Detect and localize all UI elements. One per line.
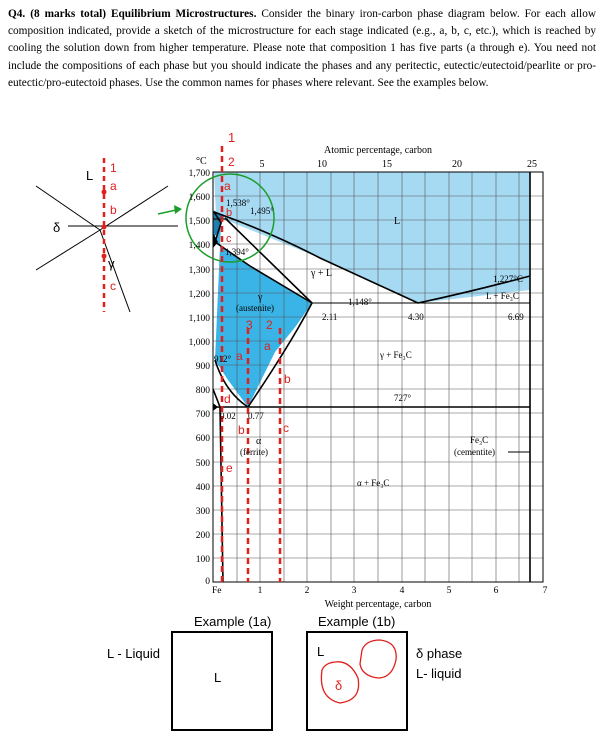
stage-1c: c [226,233,232,245]
label-gamma: γ [258,292,263,303]
green-arrow [158,210,176,214]
inset-L-label: L [86,168,94,183]
x-tick: 7 [542,586,548,596]
example-1b-delta: δ [335,678,343,693]
inset-delta-label: δ [53,220,61,235]
label-2-11: 2.11 [322,312,338,322]
inset-mark-c: c [110,279,116,293]
stage-1b: b [226,207,233,219]
question-heading: Q4. (8 marks total) Equilibrium Microstructures. [8,8,257,20]
y-tick: 1,700 [188,169,210,179]
y-unit: °C [196,156,207,167]
x-tick: 5 [446,586,452,596]
y-tick: 700 [195,410,210,420]
label-4-30: 4.30 [408,312,424,322]
y-tick: 1,600 [188,193,210,203]
top-tick-25: 25 [527,159,537,170]
y-tick: 1,500 [188,217,210,227]
x-fe-label: Fe [212,586,222,596]
x-tick: 6 [493,586,499,596]
top-tick-20: 20 [452,159,462,170]
label-alpha: α [256,436,262,447]
x-tick: 3 [351,586,357,596]
x-tick: 1 [257,586,263,596]
x-tick: 4 [399,586,405,596]
y-tick: 1,000 [188,338,210,348]
inset-sketch [36,158,178,312]
y-tick: 400 [195,483,210,493]
x-ticks [258,586,548,596]
stage-3a: a [236,349,243,363]
y-tick: 800 [195,386,210,396]
green-arrowhead [174,205,182,214]
example-1a-title: Example (1a) [194,614,272,629]
ferrite-wedge [213,403,218,411]
stage-2a: a [264,339,271,353]
y-tick: 1,200 [188,290,210,300]
y-tick: 500 [195,459,210,469]
label-cementite: (cementite) [454,447,495,457]
stage-1a: a [224,179,231,193]
stage-1e: e [226,461,233,475]
stage-1d: d [224,392,231,406]
y-tick: 900 [195,362,210,372]
label-L-Fe3C: L + Fe₃C [486,291,519,301]
label-1495: 1,495° [250,206,274,216]
comp-3-mark: 3 [246,318,253,332]
inset-mark-a: a [110,179,117,193]
label-1538: 1,538° [226,198,250,208]
label-ferrite: (ferrite) [240,447,268,457]
y-tick: 200 [195,531,210,541]
y-tick: 1,400 [188,241,210,251]
y-tick: 600 [195,434,210,444]
example-1b-L: L [317,644,325,659]
y-tick: 1,100 [188,314,210,324]
label-6-69: 6.69 [508,312,524,322]
top-tick-10: 10 [317,159,327,170]
y-ticks [189,169,211,587]
stage-3b: b [238,423,245,437]
example-1a-box [172,632,272,730]
x-tick: 2 [304,586,310,596]
inset-gamma-label: γ [108,256,115,271]
comp-2-mark: 2 [228,155,235,169]
label-1394: 1,394° [225,247,249,257]
label-Fe3C: Fe₃C [470,435,489,445]
y-tick: 100 [195,555,210,565]
y-tick: 1,300 [188,266,210,276]
label-alpha-Fe3C: α + Fe₃C [357,478,390,488]
delta-grain-2 [360,640,396,678]
x-axis-title: Weight percentage, carbon [324,599,432,610]
top-tick-15: 15 [382,159,392,170]
example-1a-L: L [214,670,222,685]
y-tick: 0 [205,577,210,587]
stage-2b: b [284,372,291,386]
label-gamma-Fe3C: γ + Fe₃C [380,350,412,360]
top-axis-title: Atomic percentage, carbon [323,145,433,156]
example-1b-legend-delta: δ phase [416,646,463,661]
top-tick-5: 5 [259,159,265,170]
example-1b-legend-liquid: L- liquid [416,666,462,681]
example-1a-legend: L - Liquid [107,646,160,661]
comp-2-top-mark: 2 [266,318,273,332]
stage-2c: c [283,421,289,435]
question-body: Consider the binary iron-carbon phase diagram below. For each allow composition indicated, provide a sketch of the microstructure for each stage indicated (e.g., a, b, c, etc.), which is reached by cooling the solution down from higher temperature. Please note that composition 1 has five parts (a through e). You need not include the compositions of each phase but you should indicate the phases and any peritectic, eutectic/eutectoid/pearlite or pro-eutectic/pro-eutectoid phases. Use the common names for phases where relevant. See the examples below. [8,8,597,89]
y-tick: 300 [195,507,210,517]
label-austenite: (austenite) [236,303,274,313]
label-0-02: 0.02 [220,411,236,421]
label-727: 727° [394,393,412,403]
inset-mark-b: b [110,203,117,217]
label-0-77: 0.77 [248,411,264,421]
inset-comp-1: 1 [110,161,117,175]
label-L: L [394,216,401,227]
label-912: 912° [214,354,232,364]
example-1b-title-text: Example (1b) [318,614,396,629]
label-1227: 1,227°C [493,274,523,284]
label-1148: 1,148° [348,297,372,307]
comp-1-mark: 1 [228,130,236,145]
label-gamma-L: γ + L [311,268,333,279]
